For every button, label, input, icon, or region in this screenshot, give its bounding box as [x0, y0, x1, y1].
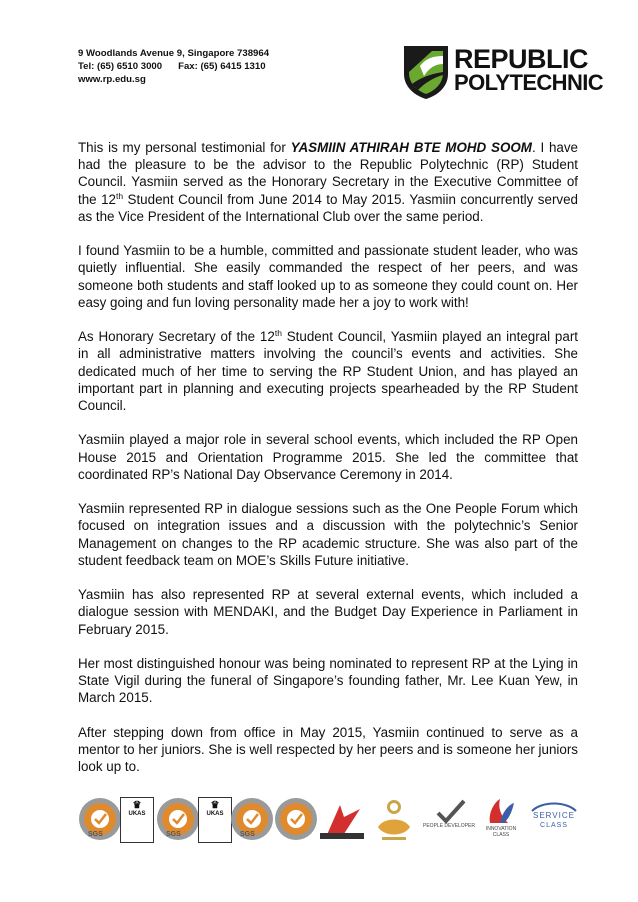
sgs-badge-3: SGS — [230, 797, 278, 845]
crown-icon: ♛ — [132, 800, 142, 811]
fax-text: Fax: (65) 6415 1310 — [178, 61, 266, 72]
sgs-sac-badge — [274, 797, 366, 845]
sgs-ukas-badge-2: SGS ♛ UKAS — [156, 797, 220, 845]
service-class-badge: SERVICE CLASS — [526, 797, 582, 845]
sac-accreditation-icon — [320, 801, 364, 841]
republic-polytechnic-logo — [402, 44, 604, 100]
paragraph-4: Yasmiin played a major role in several school events, which included the RP Open House 2015 and Orientation Programme 2015. She led the committee that coordinated RP’s National Day Observance Ceremony in 2014. — [78, 432, 578, 482]
logo-line-1: REPUBLIC — [454, 44, 589, 74]
paragraph-5: Yasmiin represented RP in dialogue sessions such as the One People Forum which focused on integration issues and a discussion with the polytechnic’s Senior Management on changes to the RP academic structure. She was also part of the student feedback team on MOE’s Skills Future initiative. — [78, 501, 578, 568]
contact-line — [78, 60, 269, 73]
tel-text: Tel: (65) 6510 3000 — [78, 61, 163, 72]
singapore-excellence-badge — [374, 797, 418, 845]
paragraph-6: Yasmiin has also represented RP at several external events, which included a dialogue session with MENDAKI, and the Budget Day Experience in Parliament in February 2015. — [78, 587, 578, 637]
sgs-ukas-badge-1: SGS ♛ UKAS — [78, 797, 142, 845]
student-name: YASMIIN ATHIRAH BTE MOHD SOOM — [290, 140, 532, 155]
ukas-mark: ♛ UKAS — [198, 797, 232, 843]
certification-badges — [78, 797, 583, 847]
testimonial-body — [78, 139, 578, 793]
people-developer-badge: PEOPLE DEVELOPER — [418, 797, 482, 845]
ukas-mark: ♛ UKAS — [120, 797, 154, 843]
paragraph-7: Her most distinguished honour was being nominated to represent RP at the Lying in State Vigil during the funeral of Singapore’s founding father, Mr. Lee Kuan Yew, in March 2015. — [78, 656, 578, 706]
paragraph-2: I found Yasmiin to be a humble, committed and passionate student leader, who was quietly influential. She easily commanded the respect of her peers, and was someone both students and staff looked up to as someone they could count on. Her easy going and fun loving personality made her a joy to work with! — [78, 243, 578, 310]
innovation-swirl-icon — [482, 797, 518, 825]
paragraph-8: After stepping down from office in May 2015, Yasmiin continued to serve as a mentor to her juniors. She is well respected by her peers and is someone her juniors look up to. — [78, 724, 578, 775]
website-text: www.rp.edu.sg — [78, 74, 146, 85]
logo-line-2: POLYTECHNIC — [454, 70, 604, 95]
paragraph-1: This is my personal testimonial for YASMIIN ATHIRAH BTE MOHD SOOM. I have had the pleasure to be the advisor to the Republic Polytechnic (RP) Student Council. Yasmiin served as the Honorary Secretary in the Executive Committee of the 12th Student Council from June 2014 to May 2015. Yasmiin concurrently served as the Vice President of the International Club over the same period. — [78, 140, 579, 224]
shield-logo-icon — [402, 44, 450, 100]
sgs-seal-icon — [274, 797, 318, 841]
excellence-award-icon — [374, 797, 414, 845]
innovation-class-badge: INNOVATION CLASS — [482, 797, 520, 845]
paragraph-3: As Honorary Secretary of the 12th Student Council, Yasmiin played an integral part in all administrative matters involving the council’s events and activities. She dedicated much of her time to serving the RP Student Union, and has played an important part in planning and executing projects spearheaded by the RP Student Council. — [78, 328, 578, 414]
crown-icon: ♛ — [210, 800, 220, 811]
address-line: 9 Woodlands Avenue 9, Singapore 738964 — [78, 48, 270, 59]
letterhead-address — [78, 47, 269, 86]
